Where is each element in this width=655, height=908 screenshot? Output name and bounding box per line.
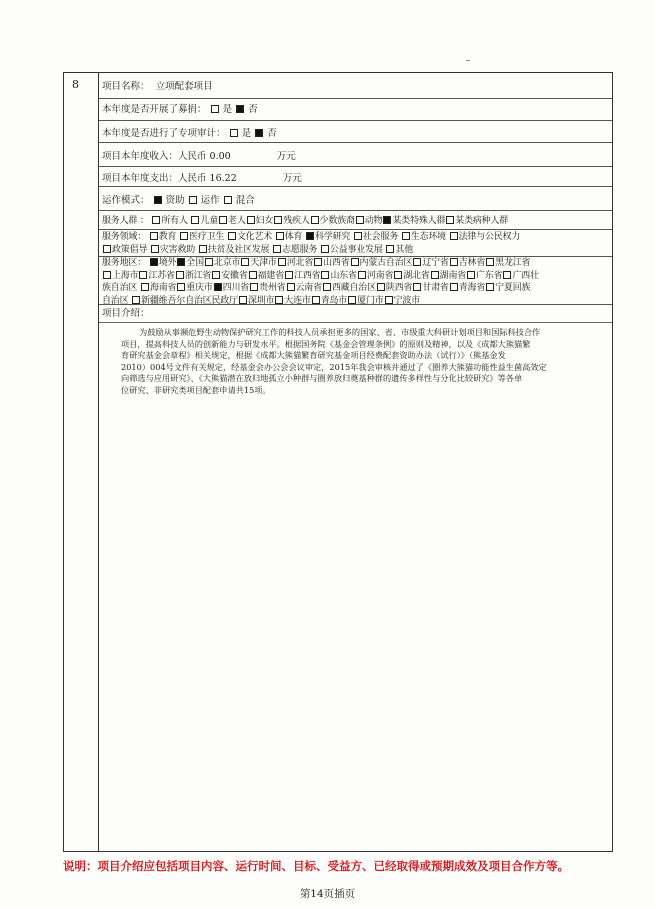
field-charity-label: 公益事业发展 (329, 244, 383, 255)
region-checkbox[interactable] (150, 258, 158, 266)
field-social-label: 社会服务 (362, 232, 399, 242)
audit-no-label: 否 (267, 128, 277, 139)
service-regions-label: 服务地区： (102, 258, 147, 268)
project-form-table (63, 72, 613, 852)
field-policy-label: 政策倡导 (112, 244, 148, 255)
field-law-label: 法律与公民权力 (458, 232, 521, 242)
region-label: 黑龙江省 (495, 258, 531, 268)
region-label: 江苏省 (148, 270, 175, 281)
audit-label: 本年度是否进行了专项审计： (102, 128, 226, 139)
mode-grant-checkbox[interactable] (154, 196, 162, 204)
region-label: 安徽省 (221, 270, 248, 281)
region-checkbox[interactable] (205, 258, 213, 266)
region-line4-lead: 自治区 (102, 295, 129, 305)
region-checkbox[interactable] (212, 271, 220, 279)
region-label: 湖南省 (439, 270, 467, 281)
region-label: 海南省 (149, 283, 177, 293)
region-label: 甘肃省 (422, 283, 449, 293)
region-label: 青岛市 (320, 295, 348, 305)
region-label: 青海省 (458, 283, 486, 293)
service-fields-label: 服务领域： (102, 232, 147, 242)
region-checkbox[interactable] (132, 296, 140, 304)
field-education-label: 教育 (158, 232, 177, 242)
intro-label-row (99, 305, 612, 323)
region-label: 天津市 (250, 258, 277, 268)
group-disease-checkbox[interactable] (446, 216, 454, 224)
group-children-label: 儿童 (200, 216, 219, 226)
fundraising-row (99, 99, 612, 121)
region-checkbox[interactable] (450, 283, 458, 291)
region-label: 河北省 (286, 258, 314, 268)
audit-row (99, 121, 612, 143)
field-disaster-checkbox[interactable] (151, 245, 159, 253)
region-checkbox[interactable] (413, 283, 421, 291)
mode-mixed-checkbox[interactable] (224, 196, 232, 204)
page-footer: 第14页插页 (299, 888, 356, 900)
fundraising-yes-checkbox[interactable] (211, 105, 219, 113)
region-label: 宁夏回族 (495, 283, 531, 293)
intro-body (99, 323, 612, 397)
field-other-checkbox[interactable] (386, 245, 394, 253)
project-name-row (99, 73, 612, 99)
field-charity-checkbox[interactable] (321, 245, 329, 253)
region-label: 宁波市 (393, 295, 420, 305)
region-checkbox[interactable] (351, 258, 359, 266)
region-checkbox[interactable] (450, 258, 458, 266)
group-disabled-checkbox[interactable] (274, 216, 282, 224)
operation-mode-row (99, 187, 612, 211)
regions-line-2 (102, 270, 612, 283)
region-checkbox[interactable] (250, 283, 258, 291)
region-checkbox[interactable] (348, 296, 356, 304)
field-culture-label: 文化艺术 (236, 232, 273, 242)
field-disaster-label: 灾害救助 (159, 244, 196, 255)
field-other-label: 其他 (395, 244, 413, 255)
service-groups-label: 服务人群 ： (102, 216, 149, 226)
operation-mode-label: 运作模式： (102, 195, 150, 206)
intro-line: 位研究、非研究类项目配套申请共15项。 (121, 384, 271, 395)
region-checkbox[interactable] (239, 296, 247, 304)
group-elderly-checkbox[interactable] (219, 216, 227, 224)
region-label: 广西壮 (512, 270, 539, 281)
mode-grant-label: 资助 (165, 195, 185, 206)
row-number: 8 (72, 78, 79, 91)
group-animals-label: 动物 (364, 216, 383, 226)
group-minority-checkbox[interactable] (311, 216, 319, 224)
row-number-column (64, 73, 99, 851)
field-research-checkbox[interactable] (306, 232, 314, 240)
region-label: 上海市 (112, 270, 139, 281)
region-label: 深圳市 (247, 295, 275, 305)
region-label: 河南省 (366, 270, 394, 281)
region-line3-lead: 族自治区 (102, 283, 138, 293)
region-label: 陕西省 (385, 283, 413, 293)
region-checkbox[interactable] (503, 271, 511, 279)
region-label: 云南省 (295, 283, 322, 293)
fundraising-no-checkbox[interactable] (236, 105, 244, 113)
income-row (99, 143, 612, 167)
region-checkbox[interactable] (323, 283, 331, 291)
region-label: 吉林省 (458, 258, 486, 268)
region-checkbox[interactable] (358, 271, 366, 279)
region-checkbox[interactable] (385, 296, 393, 304)
region-checkbox[interactable] (467, 271, 475, 279)
field-policy-checkbox[interactable] (103, 245, 111, 253)
field-sports-label: 体育 (284, 232, 303, 242)
intro-line: 2010）004号文件有关规定，经基金会办公会会议审定，2015年我会审核并通过了《圈养大熊猫功能性益生菌高效定 (121, 361, 547, 372)
audit-yes-label: 是 (241, 128, 252, 139)
mode-operate-label: 运作 (200, 195, 220, 206)
region-checkbox[interactable] (249, 271, 257, 279)
region-checkbox[interactable] (394, 271, 402, 279)
group-disease-label: 某类病种人群 (455, 216, 509, 226)
fundraising-yes-label: 是 (222, 104, 233, 115)
field-health-checkbox[interactable] (180, 232, 188, 240)
field-culture-checkbox[interactable] (228, 232, 236, 240)
region-label: 浙江省 (184, 270, 212, 281)
field-health-label: 医疗卫生 (188, 232, 225, 242)
regions-line-4 (102, 295, 612, 306)
region-checkbox[interactable] (321, 271, 329, 279)
field-social-checkbox[interactable] (354, 232, 362, 240)
region-checkbox[interactable] (486, 258, 494, 266)
instruction-note: 说明：项目介绍应包括项目内容、运行时间、目标、受益方、已经取得或预期成效及项目合作方等。 (63, 859, 569, 873)
region-checkbox[interactable] (139, 271, 147, 279)
region-checkbox[interactable] (103, 271, 111, 279)
group-animals-checkbox[interactable] (356, 216, 364, 224)
region-label: 厦门市 (357, 295, 384, 305)
region-label: 山西省 (323, 258, 350, 268)
income-unit: 万元 (276, 151, 296, 162)
region-checkbox[interactable] (141, 283, 149, 291)
region-checkbox[interactable] (241, 258, 249, 266)
region-label: 福建省 (257, 270, 285, 281)
audit-yes-checkbox[interactable] (230, 129, 238, 137)
service-fields-row (99, 230, 612, 257)
region-label: 四川省 (222, 283, 250, 293)
mode-mixed-label: 混合 (235, 195, 255, 206)
field-volunteer-checkbox[interactable] (273, 245, 281, 253)
project-name-label: 项目名称： (102, 81, 150, 92)
group-disabled-label: 残疾人 (283, 216, 310, 226)
service-regions-row (99, 257, 612, 305)
region-checkbox[interactable] (314, 258, 322, 266)
income-value: 0.00 (209, 151, 231, 162)
region-label: 北京市 (213, 258, 241, 268)
income-label: 项目本年度收入：人民币 (102, 151, 207, 162)
region-label: 广东省 (476, 270, 503, 281)
field-ecology-checkbox[interactable] (402, 232, 410, 240)
field-education-checkbox[interactable] (150, 232, 158, 240)
scan-speck (466, 60, 470, 61)
intro-label: 项目介绍： (102, 308, 150, 319)
group-special-checkbox[interactable] (383, 216, 391, 224)
field-volunteer-label: 志愿服务 (282, 244, 318, 255)
intro-line: 育研究基金会章程》相关规定，根据《成都大熊猫繁育研究基金项目经费配套资助办法（试行）》（熊基金发 (121, 350, 506, 361)
region-checkbox[interactable] (177, 283, 185, 291)
region-label: 辽宁省 (422, 258, 449, 268)
expense-unit: 万元 (282, 173, 302, 184)
group-minority-label: 少数族裔 (319, 216, 355, 226)
intro-line: 向筛选与应用研究》、《大熊猫潜在放归地孤立小种群与圈养放归奠基种群的遗传多样性与分化比较研究》等各单 (121, 373, 523, 384)
field-research-label: 科学研究 (315, 232, 351, 242)
regions-line-3 (102, 282, 612, 295)
region-checkbox[interactable] (377, 283, 385, 291)
region-label: 境外 (158, 258, 177, 268)
group-children-checkbox[interactable] (191, 216, 199, 224)
field-poverty-checkbox[interactable] (199, 245, 207, 253)
region-label: 山东省 (330, 270, 357, 281)
group-special-label: 某类特殊人群 (392, 216, 446, 226)
region-checkbox[interactable] (214, 283, 222, 291)
intro-line: 为鼓励从事濒危野生动物保护研究工作的科技人员承担更多的国家、省、市级重大科研计划项目和国际科技合作 (139, 327, 541, 337)
regions-line-1 (102, 257, 612, 270)
group-women-checkbox[interactable] (247, 216, 255, 224)
field-ecology-label: 生态环境 (410, 232, 446, 242)
group-women-label: 妇女 (255, 216, 274, 226)
field-poverty-label: 扶贫及社区发展 (207, 244, 270, 255)
service-groups-row (99, 211, 612, 230)
group-elderly-label: 老人 (228, 216, 246, 226)
region-label: 贵州省 (259, 283, 286, 293)
region-label: 湖北省 (403, 270, 430, 281)
region-checkbox[interactable] (176, 271, 184, 279)
expense-value: 16.22 (209, 173, 237, 184)
field-law-checkbox[interactable] (450, 232, 458, 240)
region-checkbox[interactable] (431, 271, 439, 279)
region-label: 新疆维吾尔自治区民政厅 (141, 295, 238, 305)
region-checkbox[interactable] (278, 258, 286, 266)
region-checkbox[interactable] (275, 296, 283, 304)
region-label: 重庆市 (186, 283, 213, 293)
region-label: 西藏自治区 (331, 283, 376, 293)
region-checkbox[interactable] (287, 283, 295, 291)
fundraising-no-label: 否 (248, 104, 258, 115)
region-label: 江西省 (294, 270, 321, 281)
region-checkbox[interactable] (413, 258, 421, 266)
group-all-label: 所有人 (161, 216, 188, 226)
project-name-value: 立项配套项目 (155, 81, 213, 92)
region-checkbox[interactable] (285, 271, 293, 279)
fundraising-label: 本年度是否开展了募捐： (102, 104, 207, 115)
region-checkbox[interactable] (486, 283, 494, 291)
field-sports-checkbox[interactable] (276, 232, 284, 240)
intro-line: 项目，提高科技人员的创新能力与研发水平。根据国务院《基金会管理条例》的原则及精神，以及《成都大熊猫繁 (121, 338, 531, 349)
expense-label: 项目本年度支出：人民币 (102, 173, 207, 184)
audit-no-checkbox[interactable] (255, 129, 263, 137)
region-label: 大连市 (284, 295, 311, 305)
region-label: 内蒙古自治区 (359, 258, 413, 268)
region-checkbox[interactable] (312, 296, 320, 304)
group-all-checkbox[interactable] (152, 216, 160, 224)
mode-operate-checkbox[interactable] (189, 196, 197, 204)
region-label: 全国 (186, 258, 204, 268)
region-checkbox[interactable] (177, 258, 185, 266)
expense-row (99, 167, 612, 187)
